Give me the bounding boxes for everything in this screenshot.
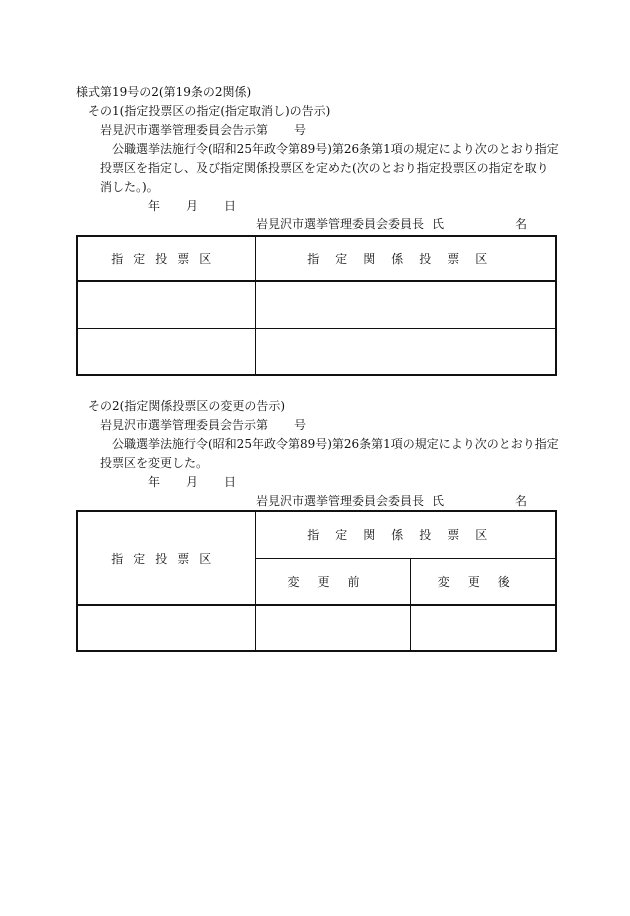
table-header-row (77, 511, 556, 558)
date-day: 日 (224, 475, 237, 489)
section2-date (148, 474, 236, 490)
section2-body-line-2: 投票区を変更した。 (100, 456, 209, 470)
table-row (77, 605, 556, 651)
table-cell (255, 328, 556, 375)
table-cell (77, 328, 255, 375)
section2-signature-given: 名 (515, 494, 528, 508)
header-related-district: 指定関係投票区 (255, 236, 556, 281)
date-year: 年 (148, 475, 161, 489)
section2-notice-number (100, 417, 306, 433)
section1-date (148, 198, 236, 214)
table-cell (77, 605, 255, 651)
notice-suffix: 号 (294, 123, 307, 137)
table-header-row (77, 236, 556, 281)
section1-body-line-2: 投票区を指定し、及び指定関係投票区を定めた(次のとおり指定投票区の指定を取り (100, 161, 549, 175)
header-related-district: 指定関係投票区 (255, 511, 556, 558)
table-cell (255, 281, 556, 328)
section1-signature-family: 氏 (432, 217, 445, 231)
date-day: 日 (224, 199, 237, 213)
date-month: 月 (186, 475, 199, 489)
table-row (77, 328, 556, 375)
section2-table (76, 510, 557, 652)
section2-heading: その2(指定関係投票区の変更の告示) (88, 399, 285, 413)
section1-signature-title: 岩見沢市選挙管理委員会委員長 (256, 217, 425, 231)
table-cell (255, 605, 410, 651)
notice-prefix: 岩見沢市選挙管理委員会告示第 (100, 123, 269, 137)
section2-signature-family: 氏 (432, 494, 445, 508)
section1-body-line-3: 消した。)。 (100, 180, 159, 194)
header-after-change: 変更後 (410, 558, 556, 605)
table-cell (410, 605, 556, 651)
date-year: 年 (148, 199, 161, 213)
section2-body-line-1: 公職選挙法施行令(昭和25年政令第89号)第26条第1項の規定により次のとおり指定 (112, 437, 559, 451)
section1-notice-number (100, 122, 306, 138)
section1-signature-given: 名 (515, 217, 528, 231)
notice-suffix: 号 (294, 418, 307, 432)
date-month: 月 (186, 199, 199, 213)
header-designated-district: 指定投票区 (77, 511, 255, 605)
header-before-change: 変更前 (255, 558, 410, 605)
table-cell (77, 281, 255, 328)
notice-prefix: 岩見沢市選挙管理委員会告示第 (100, 418, 269, 432)
section1-table (76, 235, 557, 376)
header-designated-district: 指定投票区 (77, 236, 255, 281)
section1-body-line-1: 公職選挙法施行令(昭和25年政令第89号)第26条第1項の規定により次のとおり指定 (112, 142, 559, 156)
form-title: 様式第19号の2(第19条の2関係) (76, 85, 252, 99)
section1-heading: その1(指定投票区の指定(指定取消し)の告示) (88, 104, 331, 118)
table-row (77, 281, 556, 328)
section2-signature-title: 岩見沢市選挙管理委員会委員長 (256, 494, 425, 508)
